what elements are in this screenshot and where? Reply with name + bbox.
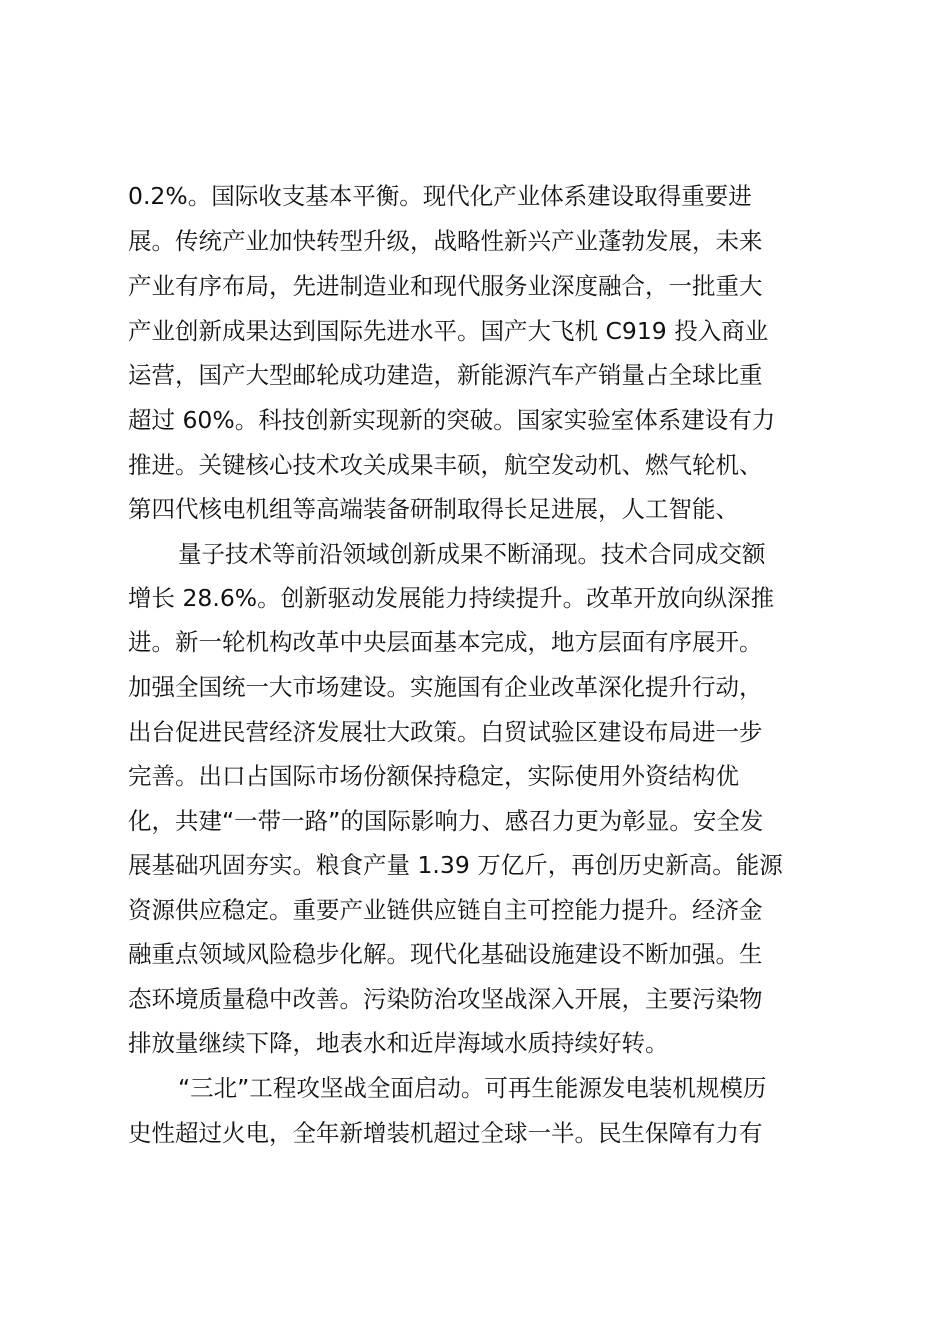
paragraph-line: 量子技术等前沿领域创新成果不断涌现。技术合同成交额 — [178, 540, 766, 568]
paragraph-line: 展。传统产业加快转型升级，战略性新兴产业蓬勃发展，未来 — [128, 227, 763, 255]
paragraph-line: 加强全国统一大市场建设。实施国有企业改革深化提升行动， — [128, 673, 763, 701]
paragraph-line: 史性超过火电，全年新增装机超过全球一半。民生保障有力有 — [128, 1119, 763, 1147]
paragraph-line: 增长 28.6%。创新驱动发展能力持续提升。改革开放向纵深推 — [128, 584, 775, 612]
paragraph-line: “三北”工程攻坚战全面启动。可再生能源发电装机规模历 — [178, 1074, 767, 1102]
paragraph-line: 化，共建“一带一路”的国际影响力、感召力更为彰显。安全发 — [128, 807, 764, 835]
paragraph-line: 出台促进民营经济发展壮大政策。白贸试验区建设布局进一步 — [128, 718, 763, 746]
paragraph-line: 超过 60%。科技创新实现新的突破。国家实验室体系建设有力 — [128, 406, 776, 434]
paragraph-line: 第四代核电机组等高端装备研制取得长足进展，人工智能、 — [128, 495, 739, 523]
paragraph-line: 态环境质量稳中改善。污染防治攻坚战深入开展，主要污染物 — [128, 985, 763, 1013]
paragraph-line: 排放量继续下降，地表水和近岸海域水质持续好转。 — [128, 1029, 669, 1057]
paragraph-line: 产业有序布局，先进制造业和现代服务业深度融合，一批重大 — [128, 272, 763, 300]
paragraph-line: 0.2%。国际收支基本平衡。现代化产业体系建设取得重要进 — [128, 182, 752, 210]
paragraph-line: 展基础巩固夯实。粮食产量 1.39 万亿斤，再创历史新高。能源 — [128, 851, 783, 879]
paragraph-line: 推进。关键核心技术攻关成果丰硕，航空发动机、燃气轮机、 — [128, 451, 763, 479]
paragraph-line: 进。新一轮机构改革中央层面基本完成，地方层面有序展开。 — [128, 628, 763, 656]
paragraph-line: 融重点领域风险稳步化解。现代化基础设施建设不断加强。生 — [128, 940, 763, 968]
paragraph-line: 资源供应稳定。重要产业链供应链自主可控能力提升。经济金 — [128, 896, 763, 924]
paragraph-line: 完善。出口占国际市场份额保持稳定，实际使用外资结构优 — [128, 762, 739, 790]
paragraph-line: 运营，国产大型邮轮成功建造，新能源汽车产销量占全球比重 — [128, 361, 763, 389]
paragraph-line: 产业创新成果达到国际先进水平。国产大飞机 C919 投入商业 — [128, 317, 769, 345]
